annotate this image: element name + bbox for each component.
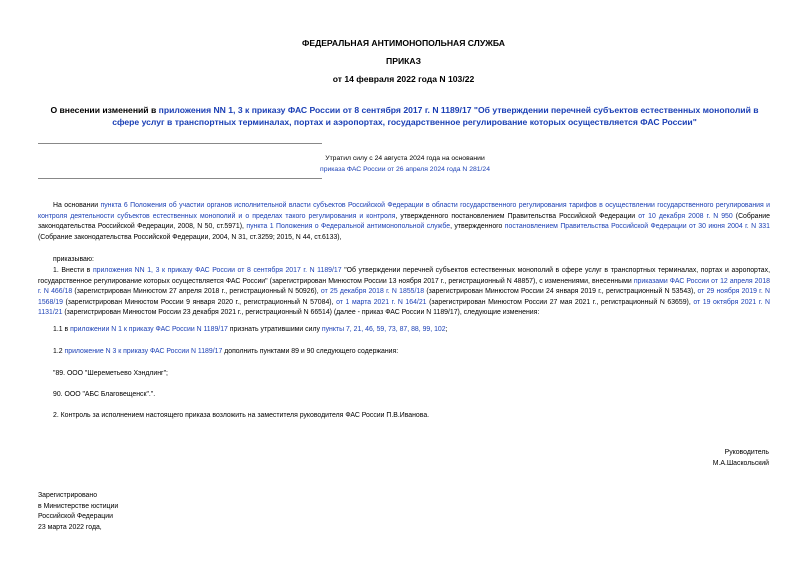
item-1-text: (зарегистрирован Минюстом России 24 января 2019 г., регистрационный N 53543), [424,288,698,296]
quote-90: 90. ООО "АБС Благовещенск".". [53,391,156,398]
divider-top [38,143,322,144]
item-1-text: (зарегистрирован Минюстом России 23 декабря 2021 г., регистрационный N 66514) (далее - приказ ФАС России N 1189/17), следующие изменения: [62,309,540,317]
item-1-1-paragraph [53,325,448,336]
divider-bottom [38,178,322,179]
item-1-text: (зарегистрирован Минюстом России 27 мая 2021 г., регистрационный N 63659), [426,298,694,306]
header-date-number: от 14 февраля 2022 года N 103/22 [332,74,475,84]
preamble-link-resolution[interactable]: от 10 декабря 2008 г. N 950 [638,212,733,220]
preamble-link-clause[interactable]: пункта 6 Положения об участии органов исполнительной власти субъектов Российской Федерации в области государственного регулирования тарифов в осуществлении государственного регулирования и контроля деятельности субъектов естественных монополий и о пределах такого регулирования и контроля [38,202,770,220]
signature-block [713,448,769,469]
order-word: приказываю: [53,256,94,263]
preamble-link-regulation[interactable]: пункта 1 Положения о Федеральной антимонопольной службе [246,223,451,231]
item-1-link-1855[interactable]: от 25 декабря 2018 г. N 1855/18 [320,288,425,296]
item-1-link-466[interactable]: приказами ФАС России от 12 апреля 2018 г. N 466/18 [38,277,771,296]
item-1-text: (зарегистрирован Минюстом России 9 января 2020 г., регистрационный N 57084), [62,298,337,306]
registration-line-3: Российской Федерации [38,513,113,521]
item-1-1-link-appendix[interactable]: приложении N 1 к приказу ФАС России N 1189/17 [70,326,228,333]
registration-block [38,491,118,533]
title-prefix: О внесении изменений в [50,105,159,115]
registration-line-4: 23 марта 2022 года, [38,523,102,531]
header-doc-type: ПРИКАЗ [386,56,421,66]
item-1-text: (зарегистрирован Минюстом 27 апреля 2018 г., регистрационный N 50926), [72,288,321,296]
registration-line-1: Зарегистрировано [38,492,98,499]
item-1-1-text: ; [445,326,448,333]
item-1-2-link-appendix[interactable]: приложение N 3 к приказу ФАС России N 1189/17 [64,348,223,355]
registration-line-2: в Министерстве юстиции [38,502,119,510]
item-1-text: "Об утверждении перечней субъектов естественных монополий в сфере услуг в транспортных терминалах, портах и аэропортах, государственное регулирование которых осуществляется ФАС России" (зарегистрирован Минюстом России 13 ноября 2017 г., регистрационный N 48857), с изменениями, внесенными [38,267,770,285]
header-agency: ФЕДЕРАЛЬНАЯ АНТИМОНОПОЛЬНАЯ СЛУЖБА [302,38,505,48]
item-1-paragraph [38,266,770,319]
signature-name: М.А.Шаскольский [712,459,769,467]
quote-89: "89. ООО "Шереметьево Хэндлинг"; [53,370,168,377]
item-1-1-text: признать утратившими силу [227,326,322,333]
preamble-paragraph [38,201,770,243]
item-1-link-164[interactable]: от 1 марта 2021 г. N 164/21 [336,298,427,306]
item-1-link-1568[interactable]: от 29 ноября 2019 г. N 1568/19 [38,288,770,306]
repeal-link[interactable]: приказа ФАС России от 26 апреля 2024 года N 281/24 [320,166,490,173]
preamble-text: На основании [53,202,101,209]
item-1-1-text: 1.1 в [53,326,71,333]
item-1-2-paragraph [53,347,398,358]
preamble-text: (Собрание законодательства Российской Федерации, 2008, N 50, ст.5971), [38,212,770,231]
item-1-2-text: 1.2 [53,348,65,355]
item-2-paragraph: 2. Контроль за исполнением настоящего приказа возложить на заместителя руководителя ФАС России П.В.Иванова. [53,412,430,419]
item-1-text: 1. Внести в [53,267,93,274]
preamble-text: (Собрание законодательства Российской Федерации, 2004, N 31, ст.3259; 2015, N 44, ст.6133), [38,233,342,241]
preamble-link-government[interactable]: постановлением Правительства Российской Федерации от 30 июня 2004 г. N 331 [504,223,770,231]
item-1-link-1131[interactable]: от 19 октября 2021 г. N 1131/21 [38,298,770,317]
repeal-note [250,153,560,175]
signature-role: Руководитель [724,449,769,456]
preamble-text: , утвержденного [450,223,505,231]
title-link[interactable]: приложения NN 1, 3 к приказу ФАС России от 8 сентября 2017 г. N 1189/17 "Об утверждении перечней субъектов естественных монополий в сфере услуг в транспортных терминалах, портах и аэропортах, государственное регулирование которых осуществляется ФАС России" [112,105,759,127]
item-1-2-text: дополнить пунктами 89 и 90 следующего содержания: [222,348,399,355]
preamble-text: , утвержденного постановлением Правительства Российской Федерации [395,212,639,220]
repeal-line: Утратил силу с 24 августа 2024 года на основании [325,155,485,162]
item-1-1-link-points[interactable]: пункты 7, 21, 46, 59, 73, 87, 88, 99, 102 [321,326,446,333]
item-1-link-order[interactable]: приложения NN 1, 3 к приказу ФАС России от 8 сентября 2017 г. N 1189/17 [92,267,342,274]
document-title [38,104,771,128]
